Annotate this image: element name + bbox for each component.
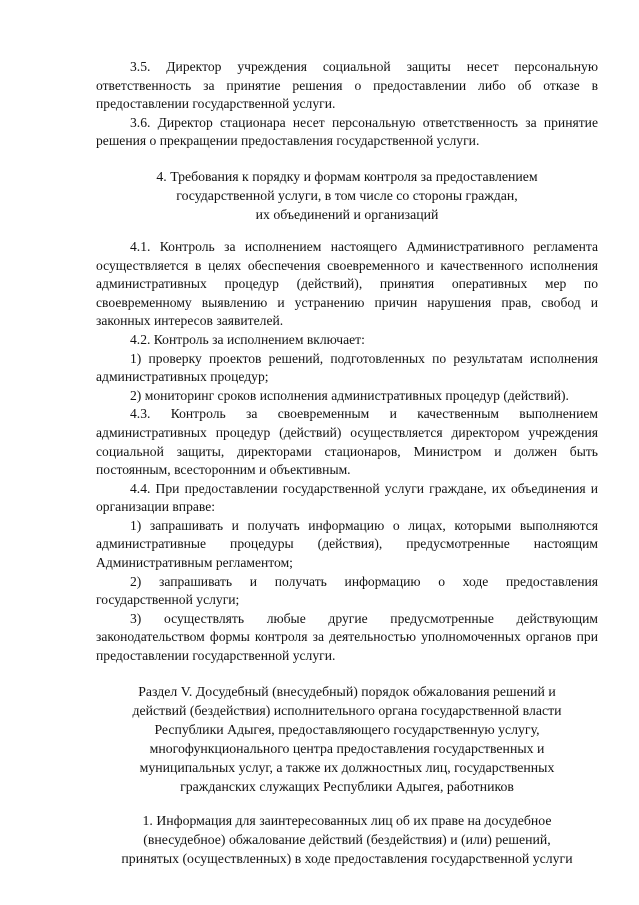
- heading-line: муниципальных услуг, а также их должностных лиц, государственных: [139, 759, 555, 775]
- subsection-1-heading: [96, 811, 598, 868]
- heading-line: гражданских служащих Республики Адыгея, работников: [180, 778, 514, 794]
- heading-line: 1. Информация для заинтересованных лиц об их праве на досудебное: [142, 812, 552, 828]
- paragraph-4-4: 4.4. При предоставлении государственной услуги граждане, их объединения и организации вправе:: [96, 480, 598, 515]
- heading-line: Республики Адыгея, предоставляющего государственную услугу,: [154, 721, 540, 737]
- heading-line: государственной услуги, в том числе со стороны граждан,: [176, 187, 518, 203]
- paragraph-4-4-item-3: 3) осуществлять любые другие предусмотренные действующим законодательством формы контроля за деятельностью уполномоченных органов при предоставлении государственной услуги.: [96, 610, 598, 664]
- paragraph-4-3: 4.3. Контроль за своевременным и качественным выполнением административных процедур (действий) осуществляется директором учреждения социальной защиты, директорами стационаров, Министром и должен быть постоянным, всесторонним и объективным.: [96, 406, 598, 478]
- paragraph-4-2: 4.2. Контроль за исполнением включает:: [130, 331, 365, 347]
- heading-line: (внесудебное) обжалование действий (бездействия) и (или) решений,: [143, 831, 551, 847]
- heading-line: действий (бездействия) исполнительного органа государственной власти: [132, 702, 562, 718]
- heading-line: принятых (осуществленных) в ходе предоставления государственной услуги: [121, 850, 573, 866]
- paragraph-4-4-item-1: 1) запрашивать и получать информацию о лицах, которыми выполняются административные процедуры (действия), предусмотренные настоящим Административным регламентом;: [96, 517, 598, 571]
- section-4-heading: [96, 167, 598, 224]
- paragraph-3-6: 3.6. Директор стационара несет персональную ответственность за принятие решения о прекращении предоставления государственной услуги.: [96, 114, 598, 149]
- paragraph-4-2-item-1: 1) проверку проектов решений, подготовленных по результатам исполнения административных процедур;: [96, 350, 598, 385]
- section-5-heading: [96, 682, 598, 796]
- section-4-body: [96, 238, 598, 666]
- heading-line: 4. Требования к порядку и формам контроля за предоставлением: [156, 168, 538, 184]
- paragraph-4-1: 4.1. Контроль за исполнением настоящего Административного регламента осуществляется в целях обеспечения своевременного и качественного исполнения административных процедур (действий), принятия оперативных мер по своевременному выявлению и устранению причин нарушения прав, свобод и законных интересов заявителей.: [96, 238, 598, 329]
- paragraph-4-4-item-2: 2) запрашивать и получать информацию о ходе предоставления государственной услуги;: [96, 573, 598, 608]
- paragraph-3-5: 3.5. Директор учреждения социальной защиты несет персональную ответственность за принятие решения о предоставлении либо об отказе в предоставлении государственной услуги.: [96, 59, 598, 112]
- heading-line: их объединений и организаций: [255, 206, 439, 222]
- heading-line: Раздел V. Досудебный (внесудебный) порядок обжалования решений и: [138, 683, 556, 699]
- document-page: [96, 58, 598, 868]
- heading-line: многофункционального центра предоставления государственных и: [149, 740, 545, 756]
- paragraph-4-2-item-2: 2) мониторинг сроков исполнения административных процедур (действий).: [130, 387, 569, 403]
